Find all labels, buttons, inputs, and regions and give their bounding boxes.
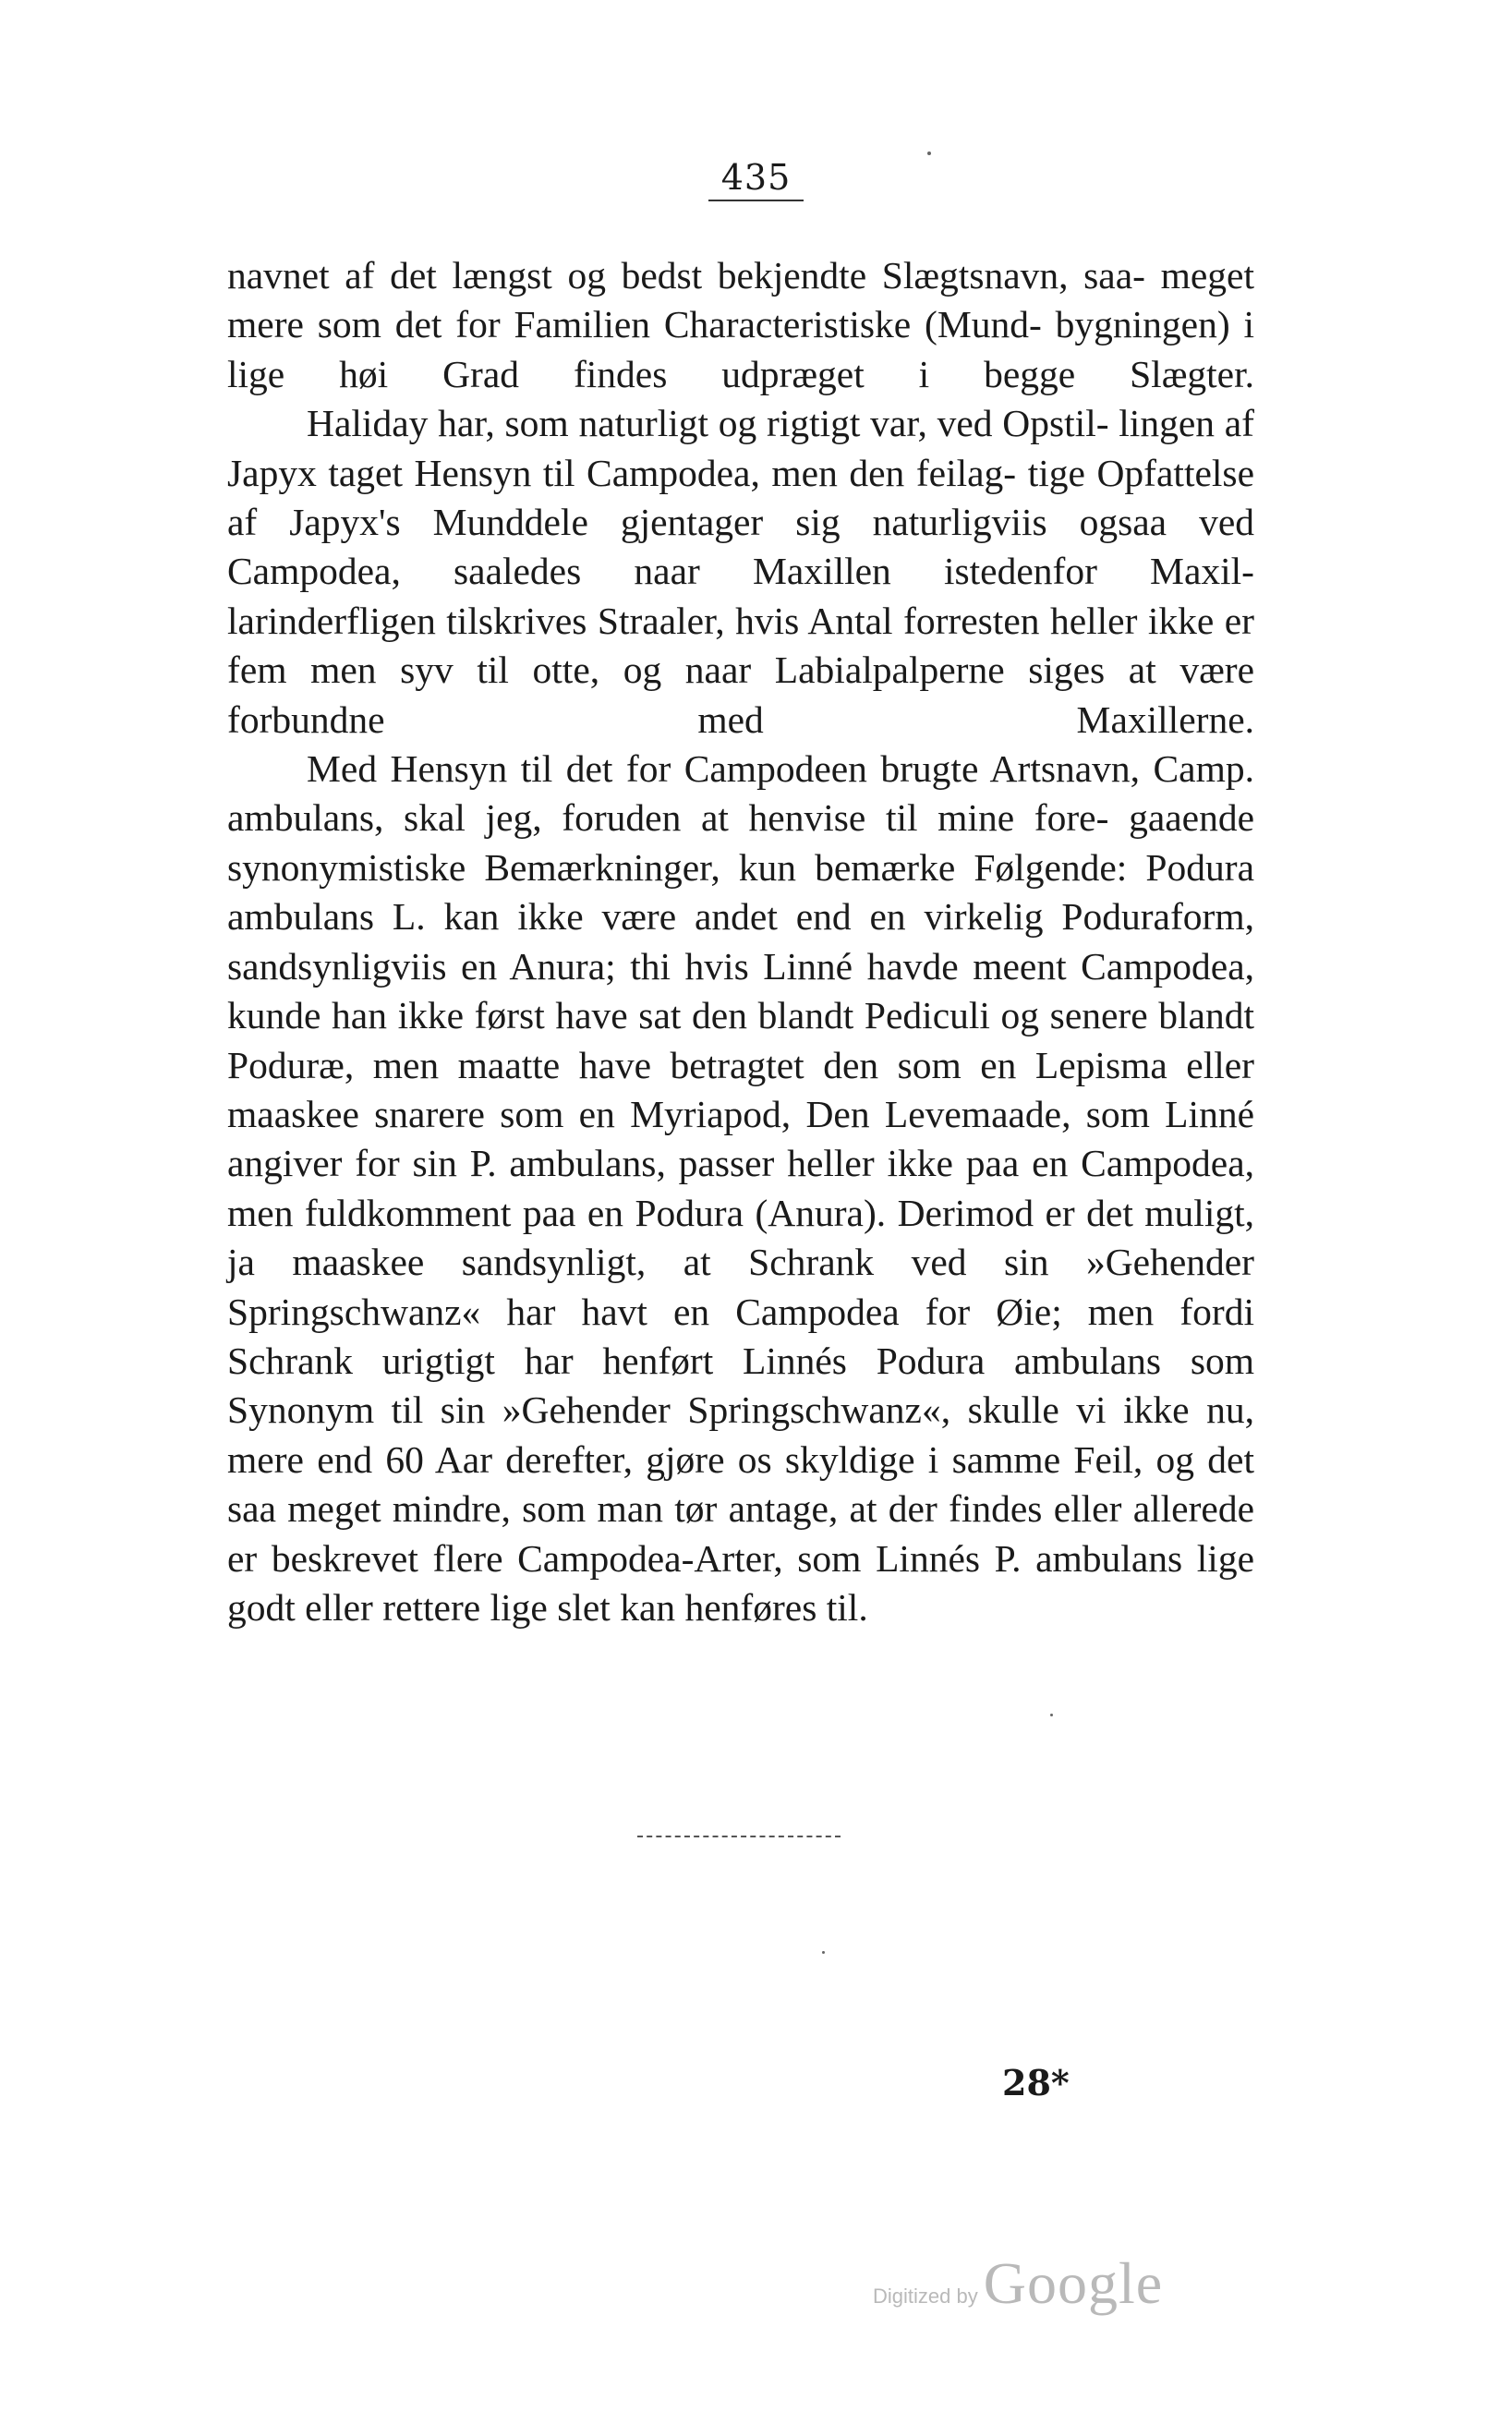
line: tige Opfattelse af Japyx's Munddele gjentager sig naturligviis bbox=[227, 451, 1254, 544]
line: larinderfligen tilskrives Straaler, hvis Antal forresten heller bbox=[227, 599, 1138, 642]
page-number-text: 435 bbox=[708, 157, 804, 201]
paragraph-1 bbox=[227, 251, 1254, 399]
line: har henført Linnés Podura ambulans som Synonym til sin bbox=[227, 1339, 1255, 1432]
watermark-prefix: Digitized by bbox=[873, 2285, 978, 2308]
line: at være forbundne med Maxillerne. bbox=[227, 648, 1254, 741]
line: passer heller ikke paa en Campodea, men fuldkomment paa bbox=[227, 1142, 1254, 1234]
google-logo: Google bbox=[983, 2250, 1164, 2316]
paragraph-2 bbox=[227, 399, 1254, 745]
line: ambulans lige godt eller rettere lige slet kan henføres til. bbox=[227, 1536, 1255, 1629]
line: Aar derefter, gjøre os skyldige i samme Feil, og det saa bbox=[227, 1437, 1255, 1531]
paragraph-3 bbox=[227, 745, 1254, 1632]
body-text bbox=[227, 251, 1254, 1632]
line: »Gehender Springschwanz«, skulle vi ikke nu, mere end 60 bbox=[227, 1388, 1255, 1481]
line: ogsaa ved Campodea, saaledes naar Maxillen istedenfor Maxil- bbox=[227, 501, 1254, 593]
section-divider bbox=[637, 1836, 841, 1837]
line: har havt en Campodea for Øie; men fordi Schrank urigtigt bbox=[227, 1290, 1255, 1382]
line: Den Levemaade, som Linné angiver for sin P. ambulans, bbox=[227, 1092, 1254, 1185]
line: Med Hensyn til det for Campodeen brugte Artsnavn, bbox=[307, 747, 1141, 791]
line: meent Campodea, kunde han ikke først have sat den blandt bbox=[227, 944, 1254, 1037]
line: Poduraform, sandsynligviis en Anura; thi hvis Linné havde bbox=[227, 895, 1255, 988]
page-number bbox=[0, 157, 1512, 201]
line: lingen af Japyx taget Hensyn til Campodea, men den feilag- bbox=[227, 402, 1254, 494]
scan-speck bbox=[1050, 1714, 1053, 1716]
line: Haliday har, som naturligt og rigtigt var, ved Opstil- bbox=[307, 402, 1109, 445]
line: navnet af det længst og bedst bekjendte Slægtsnavn, saa- bbox=[227, 254, 1145, 297]
line: Podura ambulans L. kan ikke være andet end en virkelig bbox=[227, 845, 1254, 939]
line: den som en Lepisma eller maaskee snarere som en Myriapod, bbox=[227, 1043, 1255, 1135]
line: Camp. ambulans, skal jeg, foruden at henvise til mine fore- bbox=[227, 747, 1254, 840]
signature-mark: 28* bbox=[1002, 2062, 1070, 2103]
line: bygningen) i lige høi Grad findes udpræget i begge Slægter. bbox=[227, 303, 1254, 395]
line: gaaende synonymistiske Bemærkninger, kun bemærke Følgende: bbox=[227, 796, 1255, 889]
line: meget mere som det for Familien Characteristiske (Mund- bbox=[227, 254, 1255, 346]
line: allerede er beskrevet flere Campodea-Arter, som Linnés P. bbox=[227, 1487, 1255, 1580]
line: Pediculi og senere blandt Poduræ, men maatte have betragtet bbox=[227, 994, 1255, 1086]
line: sandsynligt, at Schrank ved sin »Gehender Springschwanz« bbox=[227, 1241, 1255, 1333]
digitized-watermark bbox=[873, 2249, 1178, 2333]
line: ikke er fem men syv til otte, og naar Labialpalperne siges bbox=[227, 599, 1254, 692]
line: meget mindre, som man tør antage, at der findes eller bbox=[287, 1487, 1122, 1531]
scan-speck bbox=[822, 1951, 825, 1954]
scan-speck bbox=[927, 152, 931, 155]
line: en Podura (Anura). Derimod er det muligt, ja maaskee bbox=[227, 1191, 1255, 1284]
